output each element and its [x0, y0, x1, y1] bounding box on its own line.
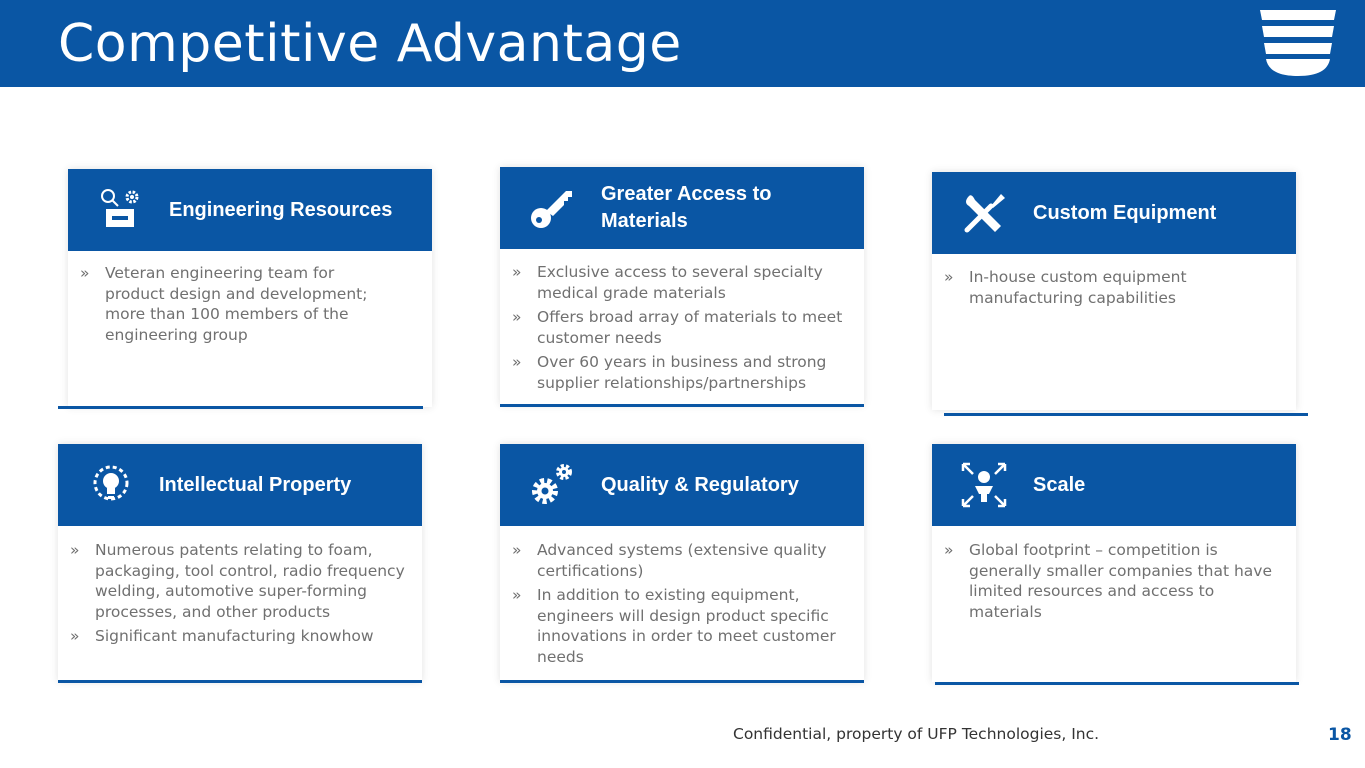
bullet-list [70, 540, 415, 651]
card-intellectual-property [58, 444, 422, 682]
card-header [58, 444, 422, 526]
bullet-list [512, 262, 857, 397]
card-underline [58, 680, 422, 683]
card-header [500, 444, 864, 526]
lightbulb-gear-icon [88, 462, 134, 508]
gears-icon [528, 462, 574, 508]
card-scale [932, 444, 1296, 682]
bullet-item: » Exclusive access to several specialty medical grade materials [512, 262, 857, 303]
bullet-item: » Veteran engineering team for product design and development; more than 100 members of the engineering group [80, 263, 380, 345]
card-custom-equipment [932, 172, 1296, 410]
page-number: 18 [1328, 725, 1352, 745]
tools-icon [961, 190, 1007, 236]
bullet-list [944, 540, 1289, 626]
bullet-list [512, 540, 857, 671]
bullet-list [944, 267, 1244, 312]
confidential-footer: Confidential, property of UFP Technologies, Inc. [733, 725, 1100, 743]
bullet-item: » Advanced systems (extensive quality certifications) [512, 540, 857, 581]
card-underline [58, 406, 423, 409]
card-title: Custom Equipment [1033, 202, 1217, 224]
bullet-item: » In addition to existing equipment, engineers will design product specific innovations in order to meet customer needs [512, 585, 857, 667]
card-underline [500, 680, 864, 683]
card-header [500, 167, 864, 249]
bullet-item: » Over 60 years in business and strong supplier relationships/partnerships [512, 352, 857, 393]
bullet-list [80, 263, 380, 349]
card-title: Scale [1033, 474, 1086, 496]
card-title: Intellectual Property [159, 474, 352, 496]
scale-person-icon [961, 462, 1007, 508]
bullet-item: » In-house custom equipment manufacturing capabilities [944, 267, 1244, 308]
card-header [68, 169, 432, 251]
bullet-item: » Numerous patents relating to foam, packaging, tool control, radio frequency welding, automotive super-forming processes, and other products [70, 540, 415, 622]
card-title: Engineering Resources [169, 199, 393, 221]
card-header [932, 172, 1296, 254]
card-quality-regulatory [500, 444, 864, 682]
page-title: Competitive Advantage [58, 14, 682, 74]
bullet-item: » Significant manufacturing knowhow [70, 626, 415, 647]
card-underline [944, 413, 1308, 416]
card-underline [500, 404, 864, 407]
card-title: Greater Access to Materials [601, 183, 772, 232]
card-header [932, 444, 1296, 526]
card-underline [935, 682, 1299, 685]
ufp-logo-icon [1258, 10, 1338, 76]
key-icon [528, 185, 574, 231]
bullet-item: » Global footprint – competition is generally smaller companies that have limited resources and access to materials [944, 540, 1289, 622]
card-title: Quality & Regulatory [601, 474, 799, 496]
title-bar [0, 0, 1365, 87]
engineering-icon [98, 187, 144, 233]
card-engineering-resources [68, 169, 432, 407]
bullet-item: » Offers broad array of materials to meet customer needs [512, 307, 857, 348]
card-greater-access [500, 167, 864, 405]
